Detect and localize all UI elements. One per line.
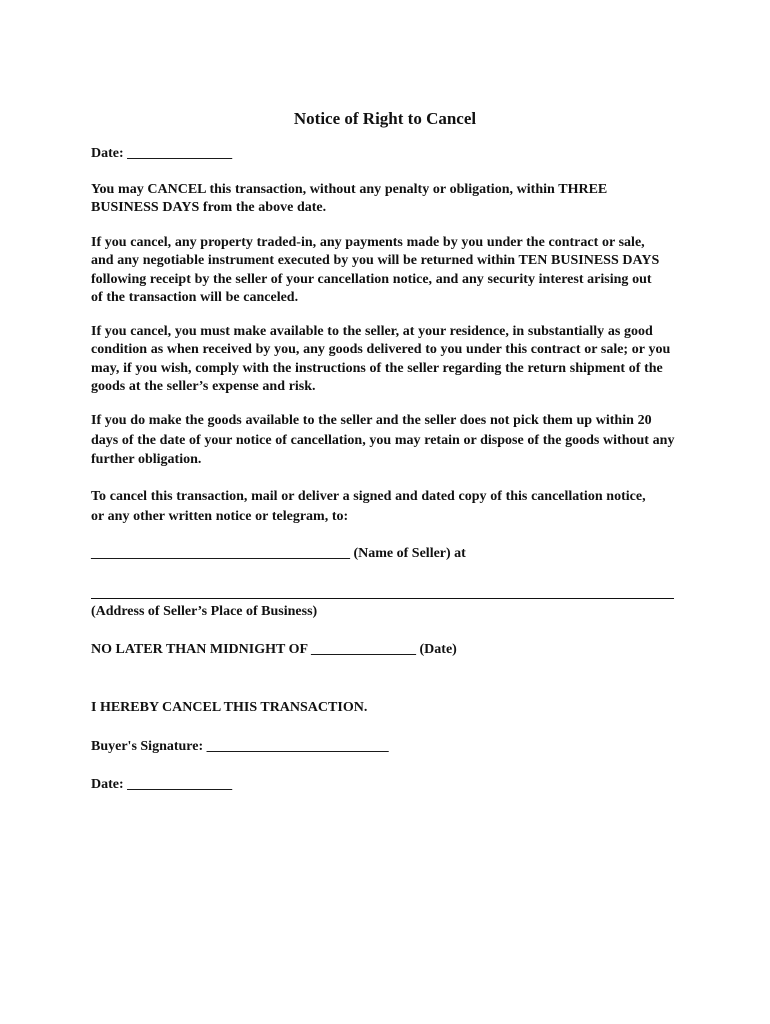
seller-address-rule — [91, 598, 674, 599]
deadline-line: NO LATER THAN MIDNIGHT OF _______________ (Date) — [91, 642, 457, 657]
paragraph-refund: If you cancel, any property traded-in, any payments made by you under the contract or sale, and any negotiable instrument executed by you will be returned within TEN BUSINESS DAYS following receipt by the seller of your cancellation notice, and any security interest arising out of the transaction will be canceled. — [91, 235, 660, 305]
date-line-top: Date: _______________ — [91, 146, 233, 161]
seller-name-line: _____________________________________ (Name of Seller) at — [91, 546, 466, 561]
paragraph-how-to-cancel: To cancel this transaction, mail or deliver a signed and dated copy of this cancellation notice, or any other written notice or telegram, to: — [91, 489, 646, 524]
cancel-statement: I HEREBY CANCEL THIS TRANSACTION. — [91, 700, 368, 715]
seller-address-label: (Address of Seller’s Place of Business) — [91, 604, 318, 619]
date-line-bottom: Date: _______________ — [91, 777, 233, 792]
document-title: Notice of Right to Cancel — [293, 109, 477, 128]
paragraph-retain-goods: If you do make the goods available to the seller and the seller does not pick them up within 20 days of the date of your notice of cancellation, you may retain or dispose of the goods without any further obligation. — [91, 413, 675, 467]
paragraph-goods-available: If you cancel, you must make available to the seller, at your residence, in substantially as good condition as when received by you, any goods delivered to you under this contract or sale; or you may, if you wish, comply with the instructions of the seller regarding the return shipment of the goods at the seller’s expense and risk. — [91, 324, 671, 394]
paragraph-cancel-right: You may CANCEL this transaction, without any penalty or obligation, within THREE BUSINESS DAYS from the above date. — [91, 182, 608, 216]
buyer-signature-line: Buyer's Signature: __________________________ — [91, 739, 389, 754]
